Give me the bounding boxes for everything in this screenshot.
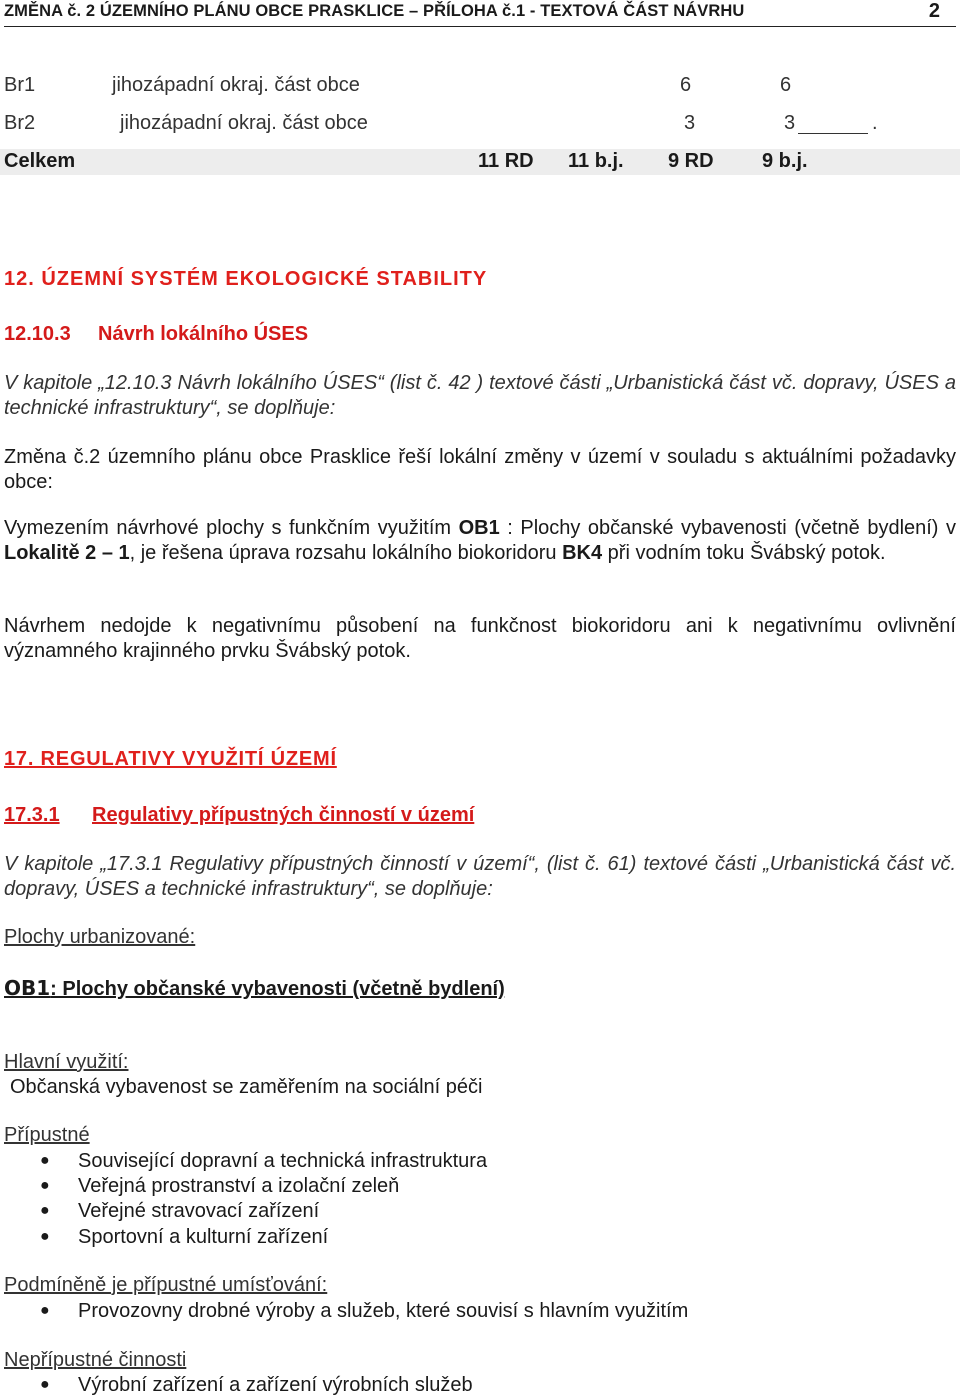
row-value-a: 6 [680, 74, 692, 96]
section-12-sub-title: Návrh lokálního ÚSES [98, 323, 309, 345]
section-12-intro: V kapitole „12.10.3 Návrh lokálního ÚSES“ (list č. 42 ) textové části „Urbanistická část vč. dopravy, ÚSES a technické infrastruktury“, se doplňuje: [4, 372, 956, 419]
total-c3: 9 RD [668, 150, 714, 172]
forbidden-label: Nepřípustné činnosti [4, 1349, 187, 1371]
paragraph-ob1-delimitation: Vymezením návrhové plochy s funkčním využitím OB1 : Plochy občanské vybavenosti (včetně bydlení) v Lokalitě 2 – 1, je řešena úprava rozsahu lokálního biokoridoru BK4 při vodním toku Švábský potok. [4, 517, 957, 564]
bullet-icon: ● [40, 1152, 50, 1169]
ob1-code: OB1 [4, 976, 51, 1000]
section-17-sub-title: Regulativy přípustných činností v území [92, 804, 475, 826]
bullet-icon: ● [40, 1202, 50, 1219]
row-value-b: 6 [780, 74, 792, 96]
section-12-heading: 12. ÚZEMNÍ SYSTÉM EKOLOGICKÉ STABILITY [4, 268, 488, 290]
paragraph-impact: Návrhem nedojde k negativnímu působení na funkčnost biokoridoru ani k negativnímu ovlivnění významného krajinného prvku Švábský potok. [4, 615, 956, 662]
row-location: jihozápadní okraj. část obce [120, 112, 368, 134]
paragraph-change-description: Změna č.2 územního plánu obce Prasklice řeší lokální změny v území v souladu s aktuálními požadavky obce: [4, 446, 956, 493]
total-label: Celkem [4, 150, 76, 172]
row-location: jihozápadní okraj. část obce [112, 74, 360, 96]
section-17-sub-number: 17.3.1 [4, 804, 60, 826]
ob1-heading [4, 976, 505, 1001]
section-17-intro: V kapitole „17.3.1 Regulativy přípustných činností v území“, (list č. 61) textové části „Urbanistická část vč. dopravy, ÚSES a technické infrastruktury“, se doplňuje: [4, 853, 956, 900]
bullet-icon: ● [40, 1302, 50, 1319]
conditional-label: Podmíněně je přípustné umísťování: [4, 1274, 328, 1296]
total-c1: 11 RD [478, 150, 534, 172]
section-12-sub-number: 12.10.3 [4, 323, 71, 345]
bullet-icon: ● [40, 1228, 50, 1245]
row-code: Br2 [4, 112, 36, 134]
urbanized-label: Plochy urbanizované: [4, 926, 196, 948]
document-title: ZMĚNA č. 2 ÚZEMNÍHO PLÁNU OBCE PRASKLICE – PŘÍLOHA č.1 - TEXTOVÁ ČÁST NÁVRHU [4, 2, 745, 20]
ob1-title: : Plochy občanské vybavenosti (včetně bydlení) [50, 978, 505, 1000]
main-use-text: Občanská vybavenost se zaměřením na sociální péči [10, 1076, 483, 1098]
main-use-label: Hlavní využití: [4, 1051, 129, 1073]
row-trail: . [872, 112, 878, 134]
underline-rule [798, 133, 868, 134]
bullet-icon: ● [40, 1376, 50, 1393]
total-c2: 11 b.j. [568, 150, 624, 172]
section-17-heading: 17. REGULATIVY VYUŽITÍ ÚZEMÍ [4, 748, 337, 770]
page-number: 2 [928, 0, 940, 22]
bullet-icon: ● [40, 1177, 50, 1194]
row-code: Br1 [4, 74, 36, 96]
total-c4: 9 b.j. [762, 150, 808, 172]
row-value-b: 3 [784, 112, 796, 134]
allowed-label: Přípustné [4, 1124, 90, 1146]
row-value-a: 3 [684, 112, 696, 134]
